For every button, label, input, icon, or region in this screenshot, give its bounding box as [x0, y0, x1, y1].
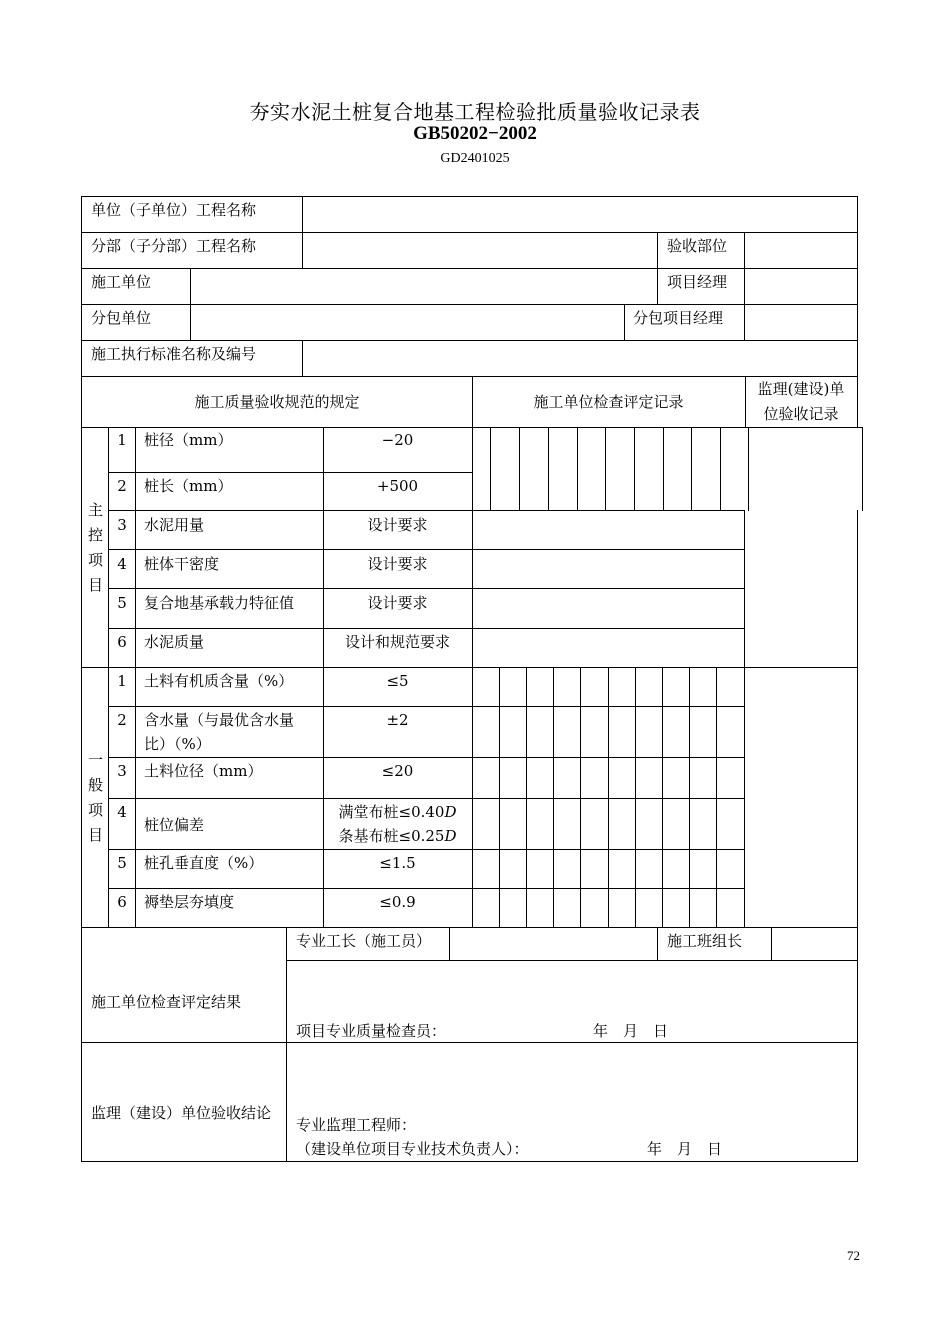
grid-line	[662, 667, 663, 928]
grid-line	[449, 927, 450, 961]
grid-line	[302, 340, 303, 377]
grid-line	[81, 427, 858, 428]
spec-header: 施工质量验收规范的规定	[194, 393, 360, 411]
general-item-name: 桩位偏差	[144, 816, 205, 834]
general-char-1: 一	[87, 751, 103, 769]
req-text: 满堂布桩≤0.40	[338, 803, 445, 821]
grid-line	[689, 667, 690, 928]
grid-line	[286, 927, 287, 1162]
main-item-no: 2	[117, 477, 127, 495]
general-item-req: ≤20	[381, 762, 414, 780]
grid-line	[608, 667, 609, 928]
grid-line	[691, 427, 692, 511]
grid-line	[286, 960, 858, 961]
grid-line	[519, 427, 520, 511]
general-item-no: 1	[117, 672, 127, 690]
grid-line	[81, 304, 858, 305]
standard-code: GB50202−2002	[413, 123, 537, 144]
table-border	[81, 1161, 858, 1162]
general-item-req: ≤1.5	[379, 854, 416, 872]
sub-project-label: 分部（子分部）工程名称	[91, 237, 257, 255]
grid-line	[553, 667, 554, 928]
table-border	[81, 196, 858, 197]
main-item-no: 3	[117, 516, 127, 534]
general-item-name: 褥垫层夯填度	[144, 893, 235, 911]
grid-line	[748, 427, 863, 428]
grid-line	[108, 472, 473, 473]
main-control-char-2: 控	[87, 526, 103, 544]
grid-line	[190, 268, 191, 305]
project-manager-label: 项目经理	[667, 273, 728, 291]
general-item-name: 土料有机质含量（%）	[144, 672, 294, 690]
grid-line	[771, 927, 772, 961]
general-item-req-line1	[323, 802, 472, 822]
general-item-name: 土料位径（mm）	[144, 762, 263, 780]
form-code: GD2401025	[440, 151, 510, 166]
req-variable: D	[444, 803, 457, 821]
general-item-name-line2: 比）（%）	[144, 735, 211, 753]
grid-line	[108, 798, 745, 799]
page-number: 72	[847, 1248, 860, 1263]
standard-label: 施工执行标准名称及编号	[91, 345, 257, 363]
grid-line	[748, 427, 749, 511]
contractor-label: 施工单位	[91, 273, 152, 291]
general-item-no: 5	[117, 854, 127, 872]
general-char-4: 目	[87, 826, 103, 844]
date-1: 年 月 日	[593, 1022, 669, 1040]
grid-line	[580, 667, 581, 928]
grid-line	[81, 376, 858, 377]
grid-line	[108, 888, 745, 889]
subcontractor-label: 分包单位	[91, 309, 152, 327]
grid-line	[657, 268, 658, 305]
form-title: 夯实水泥土桩复合地基工程检验批质量验收记录表	[249, 100, 701, 124]
table-border	[857, 510, 858, 1162]
general-char-3: 项	[87, 801, 103, 819]
check-record-header: 施工单位检查评定记录	[533, 393, 684, 411]
foreman-label: 专业工长（施工员）	[296, 932, 432, 950]
grid-line	[302, 196, 303, 233]
grid-line	[108, 849, 745, 850]
grid-line	[81, 340, 858, 341]
main-item-name: 桩长（mm）	[144, 477, 233, 495]
grid-line	[81, 1042, 858, 1043]
general-item-no: 6	[117, 893, 127, 911]
grid-line	[624, 304, 625, 341]
supervision-header-line2: 位验收记录	[763, 405, 839, 423]
general-item-name-line1: 含水量（与最优含水量	[144, 711, 295, 729]
general-item-no: 2	[117, 711, 127, 729]
grid-line	[605, 427, 606, 511]
main-item-no: 5	[117, 594, 127, 612]
main-item-no: 1	[117, 431, 127, 449]
main-item-no: 4	[117, 555, 127, 573]
grid-line	[744, 268, 745, 305]
grid-line	[302, 232, 303, 269]
grid-line	[108, 628, 745, 629]
main-item-name: 水泥用量	[144, 516, 205, 534]
supervision-header-line1: 监理(建设)单	[757, 380, 845, 398]
general-item-no: 3	[117, 762, 127, 780]
main-item-req: −20	[381, 431, 414, 449]
main-item-name: 桩径（mm）	[144, 431, 233, 449]
req-text: 条基布桩≤0.25	[338, 827, 445, 845]
main-item-req: 设计要求	[367, 555, 428, 573]
main-item-req: 设计要求	[367, 516, 428, 534]
req-variable: D	[444, 827, 457, 845]
grid-line	[635, 667, 636, 928]
grid-line	[526, 667, 527, 928]
general-item-req: ≤5	[386, 672, 409, 690]
main-item-req: 设计要求	[367, 594, 428, 612]
main-item-req: +500	[376, 477, 419, 495]
general-char-2: 般	[87, 776, 103, 794]
contractor-result-label: 施工单位检查评定结果	[91, 993, 242, 1011]
grid-line	[577, 427, 578, 511]
grid-line	[81, 268, 858, 269]
grid-line	[108, 549, 745, 550]
grid-line	[108, 757, 745, 758]
grid-line	[135, 427, 136, 928]
unit-project-label: 单位（子单位）工程名称	[91, 201, 257, 219]
grid-line	[108, 706, 745, 707]
grid-line	[81, 927, 858, 928]
date-2: 年 月 日	[647, 1140, 723, 1158]
general-item-req: ≤0.9	[379, 893, 416, 911]
table-border	[857, 196, 858, 428]
main-item-name: 水泥质量	[144, 633, 205, 651]
general-item-req-line2	[323, 826, 472, 846]
supervisor-label: 专业监理工程师：	[296, 1116, 417, 1134]
grid-line	[744, 232, 745, 269]
grid-line	[548, 427, 549, 511]
grid-line	[657, 232, 658, 269]
grid-line	[499, 667, 500, 928]
grid-line	[663, 427, 664, 511]
acceptance-part-label: 验收部位	[667, 237, 728, 255]
main-control-char-4: 目	[87, 576, 103, 594]
grid-line	[490, 427, 491, 511]
supervision-conclusion-label: 监理（建设）单位验收结论	[91, 1104, 272, 1122]
grid-line	[720, 427, 721, 511]
grid-line	[472, 427, 473, 928]
team-leader-label: 施工班组长	[667, 932, 743, 950]
main-item-no: 6	[117, 633, 127, 651]
main-item-req: 设计和规范要求	[344, 633, 450, 651]
grid-line	[190, 304, 191, 341]
quality-inspector-label: 项目专业质量检查员：	[296, 1022, 447, 1040]
main-item-name: 复合地基承载力特征值	[144, 594, 295, 612]
main-control-char-1: 主	[87, 501, 103, 519]
general-item-name: 桩孔垂直度（%）	[144, 854, 264, 872]
owner-rep-label: （建设单位项目专业技术负责人）：	[296, 1140, 529, 1158]
sub-project-manager-label: 分包项目经理	[633, 309, 724, 327]
grid-line	[108, 510, 745, 511]
grid-line	[744, 304, 745, 341]
grid-line	[634, 427, 635, 511]
general-item-no: 4	[117, 803, 127, 821]
grid-line	[81, 667, 858, 668]
grid-line	[744, 510, 745, 928]
grid-line	[81, 232, 858, 233]
grid-line	[862, 427, 863, 511]
main-item-name: 桩体干密度	[144, 555, 220, 573]
general-item-req: ±2	[386, 711, 409, 729]
grid-line	[716, 667, 717, 928]
grid-line	[108, 588, 745, 589]
main-control-char-3: 项	[87, 551, 103, 569]
grid-line	[657, 927, 658, 961]
